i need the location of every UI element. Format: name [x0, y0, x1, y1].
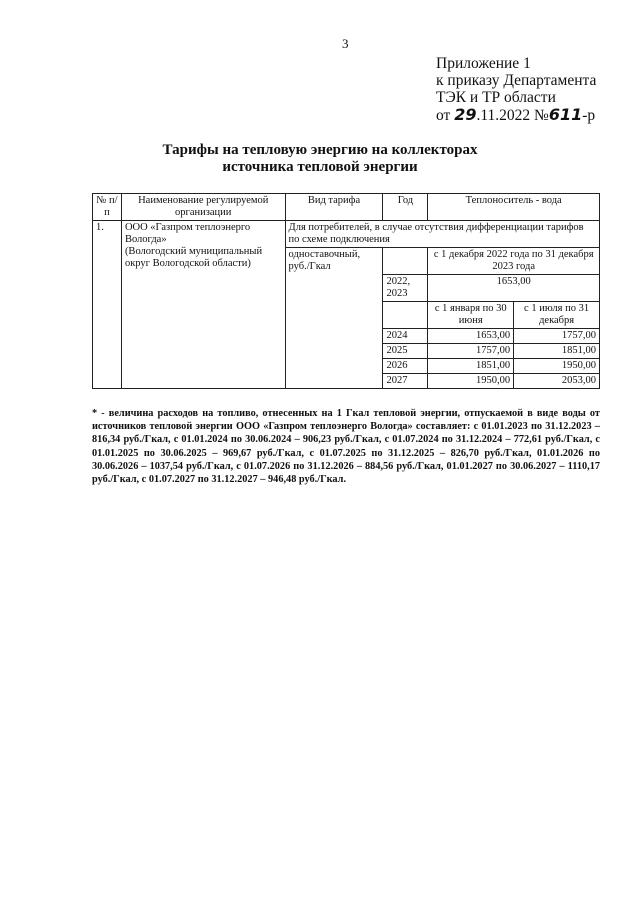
header-heat-carrier: Теплоноситель - вода [428, 194, 600, 221]
organization-name: ООО «Газпром теплоэнерго Вологда» [124, 222, 251, 245]
value-cell: 1950,00 [514, 359, 600, 374]
year-cell: 2026 [383, 359, 428, 374]
title-line-2: источника тепловой энергии [222, 159, 418, 175]
page-number: 3 [342, 36, 349, 51]
value-cell: 1851,00 [514, 344, 600, 359]
year-cell: 2027 [383, 374, 428, 389]
year-cell: 2024 [383, 329, 428, 344]
value-cell: 1851,00 [428, 359, 514, 374]
header-year: Год [383, 194, 428, 221]
title-line-1: Тарифы на тепловую энергию на коллекторах [162, 142, 478, 158]
row-number: 1. [93, 221, 122, 389]
tariff-table [92, 193, 600, 389]
value-cell: 1653,00 [428, 329, 514, 344]
value-cell: 2053,00 [514, 374, 600, 389]
tariff-type-cell: одноставочный, руб./Гкал [285, 248, 383, 389]
consumers-note: Для потребителей, в случае отсутствия дифференциации тарифов по схеме подключения [285, 221, 599, 248]
half2-header: с 1 июля по 31 декабря [514, 302, 600, 329]
value-cell: 1653,00 [428, 275, 600, 302]
year-cell: 2022, 2023 [383, 275, 428, 302]
header-organization: Наименование регулируемой организации [121, 194, 285, 221]
date-prefix: от [436, 107, 455, 124]
appendix-line-3: ТЭК и ТР области [436, 89, 556, 106]
organization-area: (Вологодский муниципальный округ Вологодской области) [124, 246, 263, 269]
value-cell: 1757,00 [428, 344, 514, 359]
order-suffix: -р [582, 107, 596, 124]
order-date-line [436, 106, 596, 124]
table-header-row [93, 194, 600, 221]
value-cell: 1950,00 [428, 374, 514, 389]
handwritten-day: 29 [454, 105, 477, 124]
organization-cell [121, 221, 285, 389]
date-rest: .11.2022 № [476, 107, 549, 124]
year-cell: 2025 [383, 344, 428, 359]
table-row [93, 221, 600, 248]
period-2022-2023: с 1 декабря 2022 года по 31 декабря 2023 года [428, 248, 600, 275]
header-num: № п/п [93, 194, 122, 221]
appendix-block [436, 55, 596, 124]
footnote: * - величина расходов на топливо, отнесенных на 1 Гкал тепловой энергии, отпускаемой в виде воды от источников тепловой энергии ООО «Газпром теплоэнерго Вологда» составляет: с 01.01.2023 по 31.12.2023 – 816,34 руб./Гкал, с 01.01.2024 по 30.06.2024 – 906,23 руб./Гкал, с 01.07.2024 по 31.12.2024 – 772,61 руб./Гкал, с 01.01.2025 по 30.06.2025 – 969,67 руб./Гкал, с 01.07.2025 по 31.12.2025 – 826,70 руб./Гкал, 01.01.2026 по 30.06.2026 – 1037,54 руб./Гкал, с 01.07.2026 по 31.12.2026 – 884,56 руб./Гкал, 01.01.2027 по 30.06.2027 – 1110,17 руб./Гкал, с 01.07.2027 по 31.12.2027 – 946,48 руб./Гкал. [92, 408, 600, 486]
appendix-line-2: к приказу Департамента [436, 72, 597, 89]
appendix-line-1: Приложение 1 [436, 55, 531, 72]
header-tariff-type: Вид тарифа [285, 194, 383, 221]
half1-header: с 1 января по 30 июня [428, 302, 514, 329]
handwritten-order-number: 611 [548, 105, 583, 124]
value-cell: 1757,00 [514, 329, 600, 344]
document-title [0, 142, 640, 176]
